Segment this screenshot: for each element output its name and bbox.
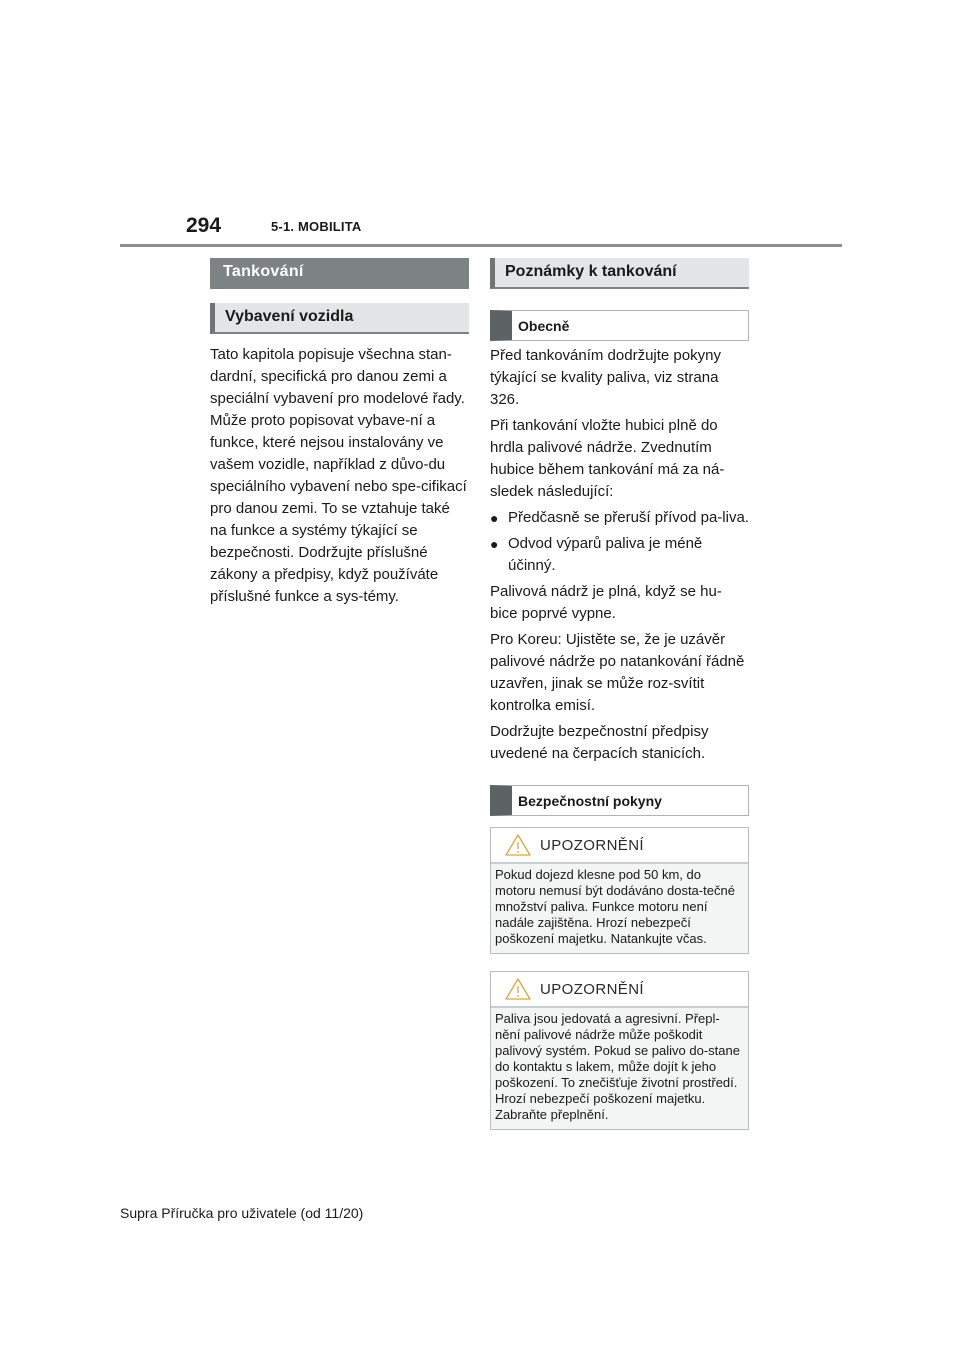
warning-header — [491, 972, 748, 1008]
chapter-heading: Tankování — [210, 258, 469, 289]
paragraph-nozzle: Při tankování vložte hubici plně do hrdla palivové nádrže. Zvednutím hubice během tankování má za ná-sledek následující: — [490, 417, 725, 500]
header-rule — [120, 244, 842, 247]
subheading-general: Obecně — [490, 310, 749, 341]
footer-text: Supra Příručka pro uživatele (od 11/20) — [120, 1205, 364, 1221]
chapter-title: 5-1. MOBILITA — [271, 219, 362, 234]
paragraph-korea: Pro Koreu: Ujistěte se, že je uzávěr palivové nádrže po natankování řádně uzavřen, jinak se může roz-svítit kontrolka emisí. — [490, 631, 745, 714]
list-item — [490, 507, 749, 529]
subheading-safety: Bezpečnostní pokyny — [490, 785, 749, 816]
section-heading-refuel-notes: Poznámky k tankování — [490, 258, 749, 289]
bullet-icon: ● — [490, 536, 499, 552]
warning-text: Paliva jsou jedovatá a agresivní. Přepl-nění palivové nádrže může poškodit palivový systém. Pokud se palivo do-stane do kontaktu s lakem, může dojít k jeho poškození. To znečišťuje životní prostředí. Hrozí nebezpečí poškození majetku. Zabraňte přeplnění. — [491, 1008, 748, 1129]
left-column — [210, 258, 469, 608]
warning-triangle-icon — [505, 978, 531, 1000]
list-item — [490, 533, 749, 577]
right-column — [490, 258, 749, 1130]
warning-box — [490, 827, 749, 954]
list-item-text: Předčasně se přeruší přívod pa-liva. — [508, 509, 749, 526]
warning-header — [491, 828, 748, 864]
warning-box — [490, 971, 749, 1130]
paragraph-safety-rules: Dodržujte bezpečnostní předpisy uvedené na čerpacích stanicích. — [490, 723, 709, 762]
warning-title: UPOZORNĚNÍ — [540, 836, 645, 854]
page-number: 294 — [186, 214, 222, 237]
warning-triangle-icon — [505, 834, 531, 856]
list-item-text: Odvod výparů paliva je méně účinný. — [508, 535, 703, 574]
warning-text: Pokud dojezd klesne pod 50 km, do motoru nemusí být dodáváno dosta-tečné množství paliva. Funkce motoru není nadále zajištěna. Hrozí nebezpečí poškození majetku. Natankujte včas. — [491, 864, 748, 953]
bullet-icon: ● — [490, 510, 499, 526]
equipment-paragraph: Tato kapitola popisuje všechna stan-dardní, specifická pro danou zemi a speciální vybavení pro modelové řady. Může proto popisovat vybave-ní a funkce, které nejsou instalovány ve vašem vozidle, například z důvo-du speciálního vybavení nebo spe-cifikací pro danou zemi. To se vztahuje také na funkce a systémy týkající se bezpečnosti. Dodržujte příslušné zákony a předpisy, když používáte příslušné funkce a sys-témy. — [210, 346, 467, 605]
paragraph-tank-full: Palivová nádrž je plná, když se hu-bice poprvé vypne. — [490, 583, 722, 622]
paragraph-fuel-quality: Před tankováním dodržujte pokyny týkající se kvality paliva, viz strana 326. — [490, 347, 721, 408]
warning-title: UPOZORNĚNÍ — [540, 980, 645, 998]
section-heading-vehicle-equipment: Vybavení vozidla — [210, 303, 469, 334]
